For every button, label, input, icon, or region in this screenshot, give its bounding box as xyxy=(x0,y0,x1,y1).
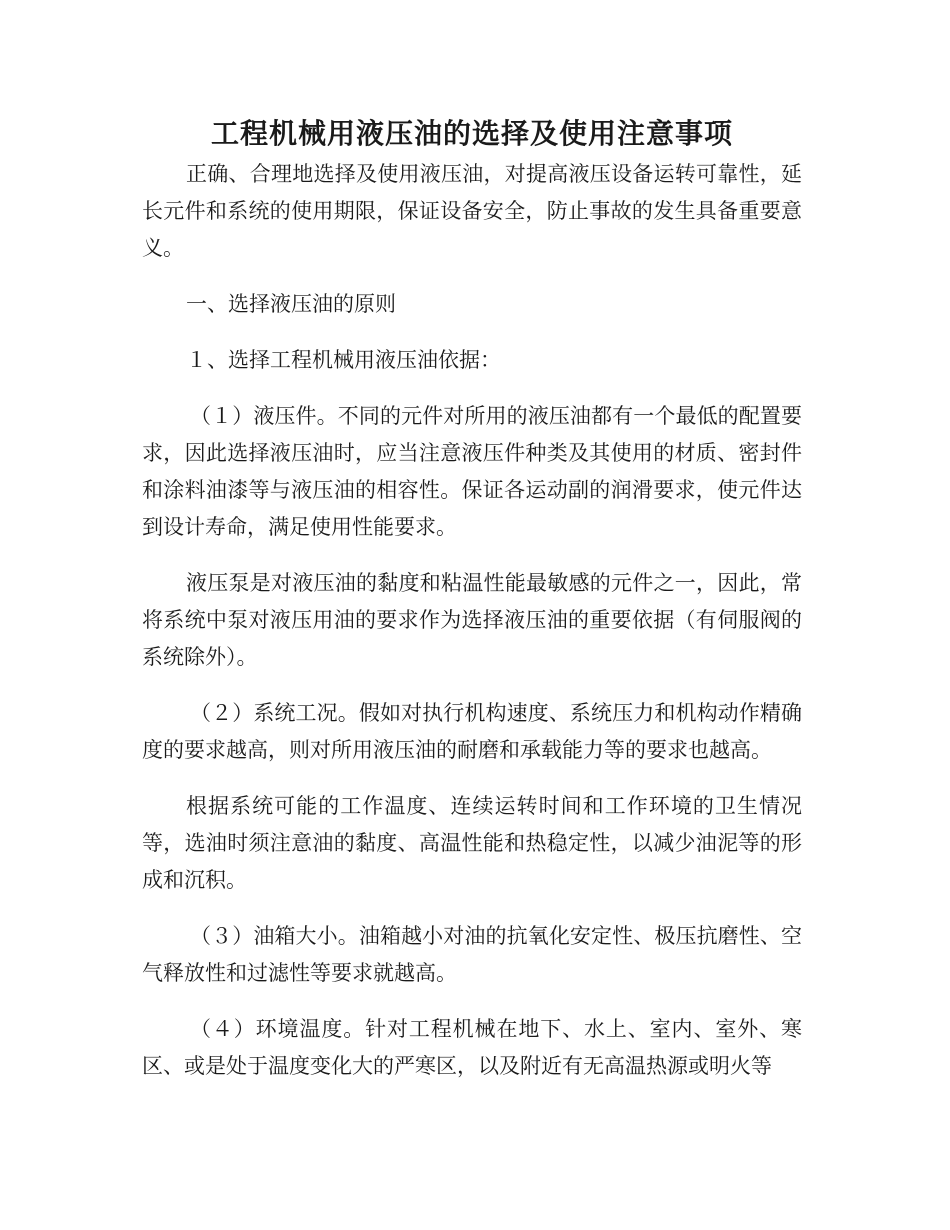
paragraph-working-temperature: 根据系统可能的工作温度、连续运转时间和工作环境的卫生情况等，选油时须注意油的黏度、高温性能和热稳定性，以减少油泥等的形成和沉积。 xyxy=(142,794,802,892)
paragraph-ambient-temperature: （４）环境温度。针对工程机械在地下、水上、室内、室外、寒区、或是处于温度变化大的严寒区，以及附近有无高温热源或明火等 xyxy=(142,1017,802,1078)
paragraph-hydraulic-pump: 液压泵是对液压油的黏度和粘温性能最敏感的元件之一，因此，常将系统中泵对液压用油的要求作为选择液压油的重要依据（有伺服阀的系统除外）。 xyxy=(142,571,802,669)
paragraph-hydraulic-parts: （１）液压件。不同的元件对所用的液压油都有一个最低的配置要求，因此选择液压油时，应当注意液压件种类及其使用的材质、密封件和涂料油漆等与液压油的相容性。保证各运动副的润滑要求，使元件达到设计寿命，满足使用性能要求。 xyxy=(142,404,802,539)
paragraph-tank-size: （３）油箱大小。油箱越小对油的抗氧化安定性、极压抗磨性、空气释放性和过滤性等要求就越高。 xyxy=(142,924,802,985)
paragraph-intro: 正确、合理地选择及使用液压油，对提高液压设备运转可靠性，延长元件和系统的使用期限，保证设备安全，防止事故的发生具备重要意义。 xyxy=(142,162,802,260)
section-heading-principles: 一、选择液压油的原则 xyxy=(186,292,396,316)
document-page xyxy=(142,112,802,1085)
paragraph-system-conditions: （２）系统工况。假如对执行机构速度、系统压力和机构动作精确度的要求越高，则对所用液压油的耐磨和承载能力等的要求也越高。 xyxy=(142,701,802,762)
document-title: 工程机械用液压油的选择及使用注意事项 xyxy=(210,117,733,150)
subsection-heading-basis: １、选择工程机械用液压油依据： xyxy=(186,348,501,372)
